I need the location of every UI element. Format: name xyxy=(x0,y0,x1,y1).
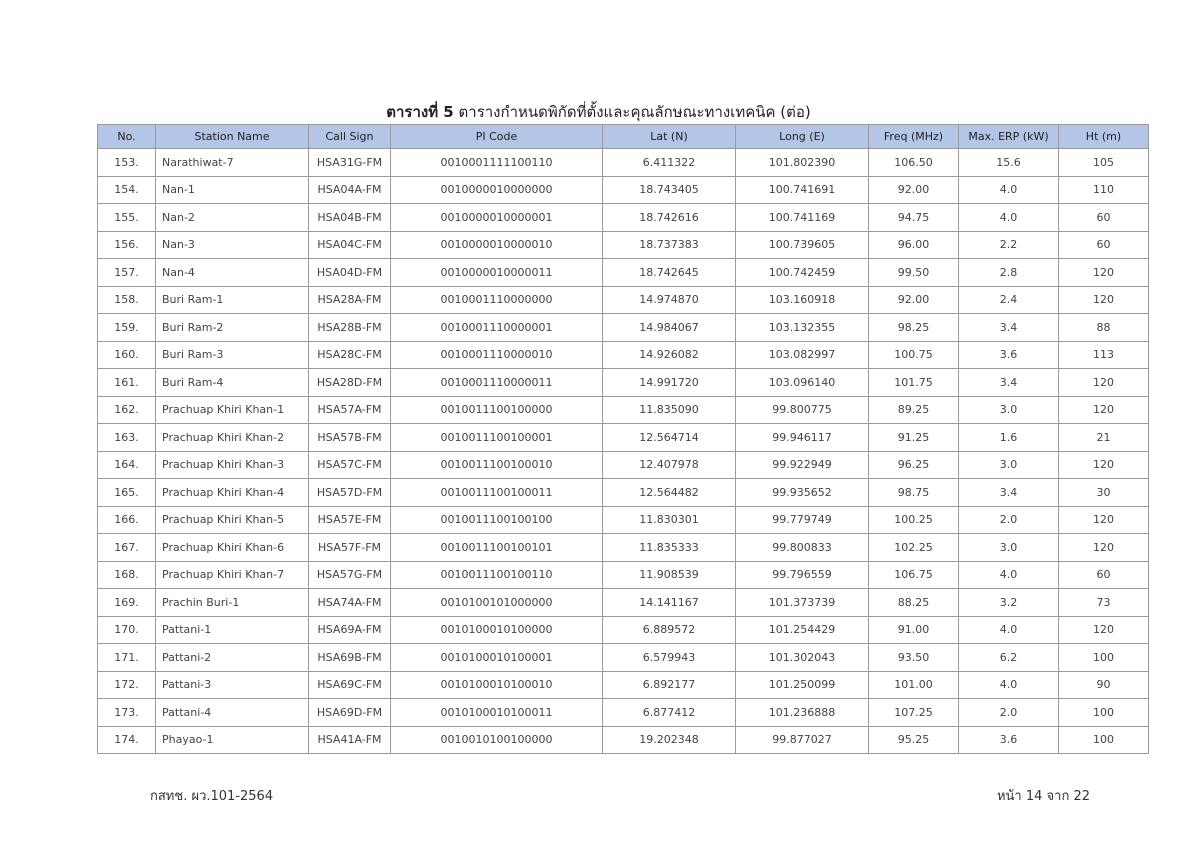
cell-station-name: Prachin Buri-1 xyxy=(156,589,309,617)
cell-no: 174. xyxy=(98,726,156,754)
cell-long: 103.132355 xyxy=(736,314,869,342)
cell-no: 171. xyxy=(98,644,156,672)
cell-max-erp: 3.0 xyxy=(959,396,1059,424)
cell-long: 101.254429 xyxy=(736,616,869,644)
cell-lat: 19.202348 xyxy=(603,726,736,754)
cell-max-erp: 3.0 xyxy=(959,534,1059,562)
cell-no: 172. xyxy=(98,671,156,699)
cell-ht: 113 xyxy=(1059,341,1149,369)
header-long: Long (E) xyxy=(736,125,869,149)
cell-freq: 94.75 xyxy=(869,204,959,232)
cell-no: 161. xyxy=(98,369,156,397)
cell-long: 100.742459 xyxy=(736,259,869,287)
cell-lat: 6.579943 xyxy=(603,644,736,672)
cell-call-sign: HSA57B-FM xyxy=(309,424,391,452)
table-caption-number: ตารางที่ 5 xyxy=(386,103,454,121)
cell-long: 101.236888 xyxy=(736,699,869,727)
cell-pi-code: 0010000010000010 xyxy=(391,231,603,259)
cell-station-name: Prachuap Khiri Khan-1 xyxy=(156,396,309,424)
cell-freq: 101.75 xyxy=(869,369,959,397)
page-number: หน้า 14 จาก 22 xyxy=(996,789,1090,804)
table-row xyxy=(98,424,1149,452)
cell-max-erp: 4.0 xyxy=(959,176,1059,204)
cell-pi-code: 0010100010100011 xyxy=(391,699,603,727)
cell-freq: 102.25 xyxy=(869,534,959,562)
cell-station-name: Pattani-2 xyxy=(156,644,309,672)
cell-call-sign: HSA57E-FM xyxy=(309,506,391,534)
cell-lat: 18.742645 xyxy=(603,259,736,287)
cell-long: 103.160918 xyxy=(736,286,869,314)
cell-call-sign: HSA31G-FM xyxy=(309,149,391,177)
cell-lat: 14.984067 xyxy=(603,314,736,342)
cell-long: 99.922949 xyxy=(736,451,869,479)
cell-ht: 120 xyxy=(1059,616,1149,644)
cell-no: 166. xyxy=(98,506,156,534)
cell-lat: 6.411322 xyxy=(603,149,736,177)
cell-no: 173. xyxy=(98,699,156,727)
cell-long: 101.302043 xyxy=(736,644,869,672)
table-row xyxy=(98,479,1149,507)
cell-ht: 100 xyxy=(1059,699,1149,727)
cell-station-name: Pattani-3 xyxy=(156,671,309,699)
cell-max-erp: 3.6 xyxy=(959,341,1059,369)
station-table xyxy=(97,124,1149,754)
cell-no: 160. xyxy=(98,341,156,369)
cell-lat: 12.564482 xyxy=(603,479,736,507)
table-row xyxy=(98,561,1149,589)
cell-long: 99.800775 xyxy=(736,396,869,424)
cell-call-sign: HSA69B-FM xyxy=(309,644,391,672)
cell-freq: 96.00 xyxy=(869,231,959,259)
cell-max-erp: 3.0 xyxy=(959,451,1059,479)
table-row xyxy=(98,396,1149,424)
cell-freq: 93.50 xyxy=(869,644,959,672)
cell-long: 99.796559 xyxy=(736,561,869,589)
cell-freq: 98.25 xyxy=(869,314,959,342)
station-table-body xyxy=(98,149,1149,754)
cell-freq: 89.25 xyxy=(869,396,959,424)
cell-station-name: Prachuap Khiri Khan-6 xyxy=(156,534,309,562)
table-row xyxy=(98,369,1149,397)
cell-no: 162. xyxy=(98,396,156,424)
cell-pi-code: 0010100010100010 xyxy=(391,671,603,699)
cell-freq: 99.50 xyxy=(869,259,959,287)
table-caption xyxy=(0,100,1197,124)
cell-station-name: Prachuap Khiri Khan-5 xyxy=(156,506,309,534)
cell-freq: 92.00 xyxy=(869,286,959,314)
cell-pi-code: 0010100010100000 xyxy=(391,616,603,644)
cell-long: 103.082997 xyxy=(736,341,869,369)
cell-lat: 11.908539 xyxy=(603,561,736,589)
table-row xyxy=(98,259,1149,287)
table-row xyxy=(98,341,1149,369)
table-row xyxy=(98,644,1149,672)
table-row xyxy=(98,589,1149,617)
cell-lat: 18.742616 xyxy=(603,204,736,232)
cell-ht: 73 xyxy=(1059,589,1149,617)
cell-call-sign: HSA69D-FM xyxy=(309,699,391,727)
cell-station-name: Nan-3 xyxy=(156,231,309,259)
cell-no: 165. xyxy=(98,479,156,507)
table-row xyxy=(98,616,1149,644)
cell-pi-code: 0010100010100001 xyxy=(391,644,603,672)
header-row xyxy=(98,125,1149,149)
table-row xyxy=(98,231,1149,259)
cell-long: 101.373739 xyxy=(736,589,869,617)
header-pi-code: PI Code xyxy=(391,125,603,149)
cell-max-erp: 4.0 xyxy=(959,671,1059,699)
cell-max-erp: 2.4 xyxy=(959,286,1059,314)
cell-station-name: Buri Ram-4 xyxy=(156,369,309,397)
cell-lat: 14.991720 xyxy=(603,369,736,397)
cell-long: 100.741169 xyxy=(736,204,869,232)
cell-station-name: Buri Ram-3 xyxy=(156,341,309,369)
cell-call-sign: HSA57C-FM xyxy=(309,451,391,479)
cell-call-sign: HSA04D-FM xyxy=(309,259,391,287)
cell-max-erp: 3.2 xyxy=(959,589,1059,617)
cell-pi-code: 0010000010000001 xyxy=(391,204,603,232)
cell-ht: 110 xyxy=(1059,176,1149,204)
cell-ht: 88 xyxy=(1059,314,1149,342)
cell-lat: 6.889572 xyxy=(603,616,736,644)
cell-pi-code: 0010001111100110 xyxy=(391,149,603,177)
cell-station-name: Nan-1 xyxy=(156,176,309,204)
table-row xyxy=(98,506,1149,534)
cell-no: 159. xyxy=(98,314,156,342)
cell-ht: 60 xyxy=(1059,231,1149,259)
cell-ht: 90 xyxy=(1059,671,1149,699)
table-row xyxy=(98,726,1149,754)
table-row xyxy=(98,671,1149,699)
document-code: กสทช. ผว.101-2564 xyxy=(150,789,274,804)
cell-max-erp: 3.4 xyxy=(959,314,1059,342)
table-row xyxy=(98,534,1149,562)
cell-long: 99.935652 xyxy=(736,479,869,507)
cell-pi-code: 0010001110000000 xyxy=(391,286,603,314)
cell-long: 100.739605 xyxy=(736,231,869,259)
header-freq: Freq (MHz) xyxy=(869,125,959,149)
cell-no: 154. xyxy=(98,176,156,204)
cell-freq: 106.75 xyxy=(869,561,959,589)
cell-no: 155. xyxy=(98,204,156,232)
header-lat: Lat (N) xyxy=(603,125,736,149)
cell-ht: 105 xyxy=(1059,149,1149,177)
cell-pi-code: 0010000010000000 xyxy=(391,176,603,204)
header-ht: Ht (m) xyxy=(1059,125,1149,149)
table-caption-text: ตารางกำหนดพิกัดที่ตั้งและคุณลักษณะทางเทคนิค (ต่อ) xyxy=(458,103,811,121)
cell-station-name: Nan-2 xyxy=(156,204,309,232)
cell-no: 170. xyxy=(98,616,156,644)
cell-freq: 96.25 xyxy=(869,451,959,479)
cell-long: 99.946117 xyxy=(736,424,869,452)
cell-no: 169. xyxy=(98,589,156,617)
cell-pi-code: 0010010100100000 xyxy=(391,726,603,754)
table-row xyxy=(98,451,1149,479)
cell-max-erp: 6.2 xyxy=(959,644,1059,672)
cell-no: 156. xyxy=(98,231,156,259)
cell-call-sign: HSA28D-FM xyxy=(309,369,391,397)
cell-lat: 11.830301 xyxy=(603,506,736,534)
header-max-erp: Max. ERP (kW) xyxy=(959,125,1059,149)
cell-lat: 12.564714 xyxy=(603,424,736,452)
cell-pi-code: 0010011100100010 xyxy=(391,451,603,479)
cell-no: 157. xyxy=(98,259,156,287)
cell-no: 164. xyxy=(98,451,156,479)
cell-long: 99.800833 xyxy=(736,534,869,562)
cell-station-name: Pattani-1 xyxy=(156,616,309,644)
cell-long: 100.741691 xyxy=(736,176,869,204)
cell-no: 163. xyxy=(98,424,156,452)
cell-freq: 88.25 xyxy=(869,589,959,617)
cell-freq: 100.25 xyxy=(869,506,959,534)
cell-call-sign: HSA04C-FM xyxy=(309,231,391,259)
cell-lat: 14.974870 xyxy=(603,286,736,314)
cell-ht: 100 xyxy=(1059,644,1149,672)
cell-pi-code: 0010011100100100 xyxy=(391,506,603,534)
cell-call-sign: HSA04B-FM xyxy=(309,204,391,232)
cell-pi-code: 0010001110000011 xyxy=(391,369,603,397)
cell-pi-code: 0010000010000011 xyxy=(391,259,603,287)
cell-max-erp: 2.8 xyxy=(959,259,1059,287)
cell-max-erp: 15.6 xyxy=(959,149,1059,177)
cell-ht: 120 xyxy=(1059,396,1149,424)
cell-lat: 12.407978 xyxy=(603,451,736,479)
cell-freq: 101.00 xyxy=(869,671,959,699)
cell-long: 101.802390 xyxy=(736,149,869,177)
cell-lat: 11.835333 xyxy=(603,534,736,562)
cell-lat: 6.877412 xyxy=(603,699,736,727)
cell-max-erp: 4.0 xyxy=(959,561,1059,589)
station-table-header xyxy=(98,125,1149,149)
cell-call-sign: HSA69C-FM xyxy=(309,671,391,699)
cell-ht: 120 xyxy=(1059,259,1149,287)
table-row xyxy=(98,699,1149,727)
cell-max-erp: 4.0 xyxy=(959,616,1059,644)
cell-lat: 6.892177 xyxy=(603,671,736,699)
cell-max-erp: 2.2 xyxy=(959,231,1059,259)
cell-no: 168. xyxy=(98,561,156,589)
header-no: No. xyxy=(98,125,156,149)
cell-long: 101.250099 xyxy=(736,671,869,699)
cell-ht: 21 xyxy=(1059,424,1149,452)
cell-ht: 60 xyxy=(1059,204,1149,232)
table-row xyxy=(98,176,1149,204)
cell-freq: 100.75 xyxy=(869,341,959,369)
cell-freq: 91.00 xyxy=(869,616,959,644)
cell-station-name: Phayao-1 xyxy=(156,726,309,754)
cell-pi-code: 0010011100100101 xyxy=(391,534,603,562)
cell-max-erp: 1.6 xyxy=(959,424,1059,452)
cell-station-name: Pattani-4 xyxy=(156,699,309,727)
cell-lat: 14.141167 xyxy=(603,589,736,617)
header-station-name: Station Name xyxy=(156,125,309,149)
cell-max-erp: 2.0 xyxy=(959,506,1059,534)
cell-call-sign: HSA74A-FM xyxy=(309,589,391,617)
cell-pi-code: 0010011100100001 xyxy=(391,424,603,452)
cell-no: 167. xyxy=(98,534,156,562)
cell-pi-code: 0010011100100000 xyxy=(391,396,603,424)
cell-station-name: Narathiwat-7 xyxy=(156,149,309,177)
cell-call-sign: HSA28A-FM xyxy=(309,286,391,314)
cell-call-sign: HSA57G-FM xyxy=(309,561,391,589)
cell-station-name: Prachuap Khiri Khan-4 xyxy=(156,479,309,507)
cell-freq: 106.50 xyxy=(869,149,959,177)
cell-call-sign: HSA57A-FM xyxy=(309,396,391,424)
cell-freq: 92.00 xyxy=(869,176,959,204)
cell-station-name: Prachuap Khiri Khan-2 xyxy=(156,424,309,452)
cell-call-sign: HSA69A-FM xyxy=(309,616,391,644)
cell-lat: 18.737383 xyxy=(603,231,736,259)
cell-max-erp: 4.0 xyxy=(959,204,1059,232)
cell-max-erp: 3.6 xyxy=(959,726,1059,754)
table-row xyxy=(98,286,1149,314)
cell-pi-code: 0010001110000010 xyxy=(391,341,603,369)
cell-pi-code: 0010011100100110 xyxy=(391,561,603,589)
table-row xyxy=(98,204,1149,232)
cell-lat: 11.835090 xyxy=(603,396,736,424)
cell-ht: 100 xyxy=(1059,726,1149,754)
cell-call-sign: HSA04A-FM xyxy=(309,176,391,204)
cell-max-erp: 3.4 xyxy=(959,369,1059,397)
cell-max-erp: 3.4 xyxy=(959,479,1059,507)
table-row xyxy=(98,149,1149,177)
cell-freq: 98.75 xyxy=(869,479,959,507)
cell-ht: 120 xyxy=(1059,286,1149,314)
cell-pi-code: 0010011100100011 xyxy=(391,479,603,507)
cell-long: 99.877027 xyxy=(736,726,869,754)
cell-ht: 30 xyxy=(1059,479,1149,507)
cell-station-name: Nan-4 xyxy=(156,259,309,287)
cell-ht: 120 xyxy=(1059,534,1149,562)
cell-freq: 95.25 xyxy=(869,726,959,754)
cell-call-sign: HSA41A-FM xyxy=(309,726,391,754)
cell-call-sign: HSA28C-FM xyxy=(309,341,391,369)
cell-station-name: Prachuap Khiri Khan-7 xyxy=(156,561,309,589)
cell-call-sign: HSA28B-FM xyxy=(309,314,391,342)
cell-freq: 91.25 xyxy=(869,424,959,452)
cell-lat: 18.743405 xyxy=(603,176,736,204)
cell-call-sign: HSA57F-FM xyxy=(309,534,391,562)
cell-station-name: Prachuap Khiri Khan-3 xyxy=(156,451,309,479)
cell-pi-code: 0010100101000000 xyxy=(391,589,603,617)
cell-station-name: Buri Ram-2 xyxy=(156,314,309,342)
cell-lat: 14.926082 xyxy=(603,341,736,369)
cell-max-erp: 2.0 xyxy=(959,699,1059,727)
cell-freq: 107.25 xyxy=(869,699,959,727)
cell-ht: 120 xyxy=(1059,451,1149,479)
cell-no: 153. xyxy=(98,149,156,177)
cell-pi-code: 0010001110000001 xyxy=(391,314,603,342)
cell-ht: 120 xyxy=(1059,369,1149,397)
cell-long: 99.779749 xyxy=(736,506,869,534)
cell-no: 158. xyxy=(98,286,156,314)
cell-call-sign: HSA57D-FM xyxy=(309,479,391,507)
header-call-sign: Call Sign xyxy=(309,125,391,149)
cell-ht: 60 xyxy=(1059,561,1149,589)
cell-station-name: Buri Ram-1 xyxy=(156,286,309,314)
cell-ht: 120 xyxy=(1059,506,1149,534)
table-row xyxy=(98,314,1149,342)
cell-long: 103.096140 xyxy=(736,369,869,397)
